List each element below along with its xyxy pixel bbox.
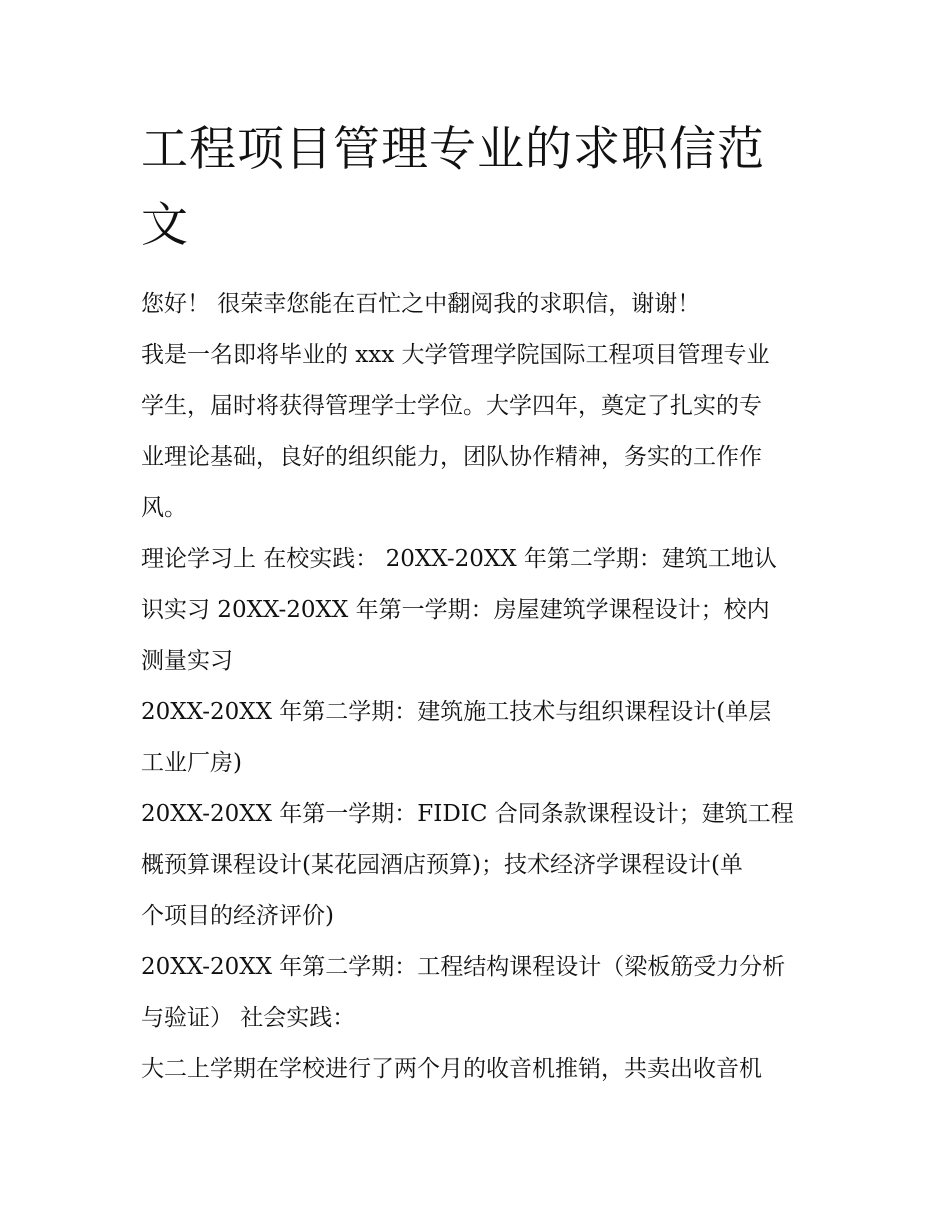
text-line: 20XX-20XX 年第二学期：工程结构课程设计（梁板筋受力分析 (141, 954, 786, 980)
text-line: 工业厂房) (141, 750, 242, 776)
text-line: 理论学习上 在校实践： 20XX-20XX 年第二学期：建筑工地认 (141, 546, 777, 572)
text-line: 业理论基础，良好的组织能力，团队协作精神，务实的工作作 (141, 444, 762, 470)
intro-paragraph (141, 330, 817, 534)
text-line: 概预算课程设计(某花园酒店预算)；技术经济学课程设计(单 (141, 852, 743, 878)
text-line: 您好！ 很荣幸您能在百忙之中翻阅我的求职信，谢谢！ (141, 291, 701, 317)
text-line: 个项目的经济评价) (141, 903, 334, 929)
text-line: 学生，届时将获得管理学士学位。大学四年，奠定了扎实的专 (141, 393, 762, 419)
text-line: 与验证） 社会实践： (141, 1005, 356, 1031)
semester-paragraph (141, 942, 817, 1044)
text-line: 大二上学期在学校进行了两个月的收音机推销，共卖出收音机 (141, 1056, 762, 1082)
greeting-paragraph (141, 279, 817, 330)
semester-paragraph (141, 687, 817, 789)
semester-paragraph (141, 789, 817, 942)
social-practice-paragraph (141, 1044, 817, 1095)
text-line: 识实习 20XX-20XX 年第一学期：房屋建筑学课程设计；校内 (141, 597, 770, 623)
text-line: 我是一名即将毕业的 xxx 大学管理学院国际工程项目管理专业 (141, 342, 770, 368)
text-line: 20XX-20XX 年第一学期：FIDIC 合同条款课程设计；建筑工程 (141, 801, 794, 827)
text-line: 测量实习 (141, 648, 233, 674)
letter-body (141, 279, 817, 1095)
title-line: 工程项目管理专业的求职信范 (141, 122, 765, 177)
title-line: 文 (141, 198, 189, 253)
page-title (141, 112, 821, 264)
text-line: 20XX-20XX 年第二学期：建筑施工技术与组织课程设计(单层 (141, 699, 772, 725)
text-line: 风。 (141, 495, 187, 521)
practice-paragraph (141, 534, 817, 687)
